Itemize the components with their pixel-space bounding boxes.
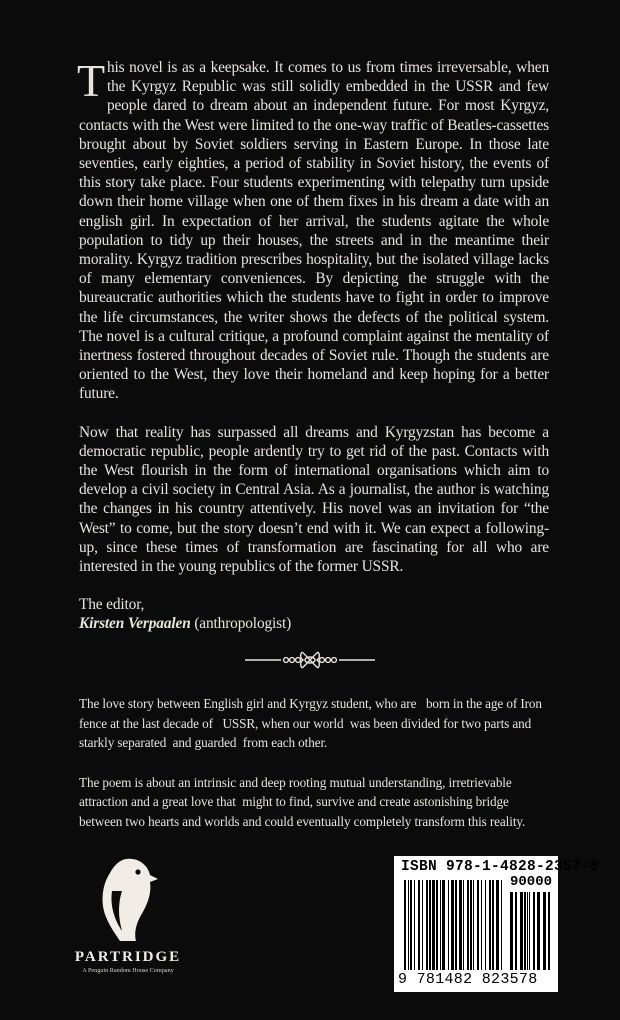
description-paragraph-1-text: his novel is as a keepsake. It comes to us from times irreversable, when the Kyrgyz Republic was still solidly embedded in the USSR and few people dared to dream about an independent future. For most Kyrgyz, contacts with the West were limited to the one-way traffic of Beatles-cassettes brought about by Soviet soldiers serving in Eastern Europe. In those late seventies, early eighties, a period of stability in Soviet history, the events of this story take place. Four students experimenting with telepathy turn upside down their home village when one of them fixes in his dream a date with an english girl. In expectation of her arrival, the students agitate the whole population to tidy up their houses, the streets and in the meantime their morality. Kyrgyz tradition prescribes hospitality, but the isolated village lacks of many elementary conveniences. By depicting the struggle with the bureaucratic authorities which the students have to fight in order to improve the life circumstances, the writer shows the defects of the political system. The novel is a cultural critique, a profound complaint against the mentality of inertness fostered throughout decades of Soviet rule. Though the students are oriented to the West, they love their homeland and keep hoping for a better future. xyxy=(79,59,549,403)
barcode-bar xyxy=(492,880,494,970)
barcode-bar xyxy=(426,880,428,970)
barcode-bar xyxy=(459,880,462,970)
isbn-text: ISBN 978-1-4828-2357-8 xyxy=(401,859,600,875)
editor-name: Kirsten Verpaalen xyxy=(79,615,191,633)
barcode-bar xyxy=(515,892,517,970)
barcode-bar xyxy=(524,892,526,970)
barcode-bar xyxy=(529,892,530,970)
barcode-bar xyxy=(404,880,406,970)
barcode-bar xyxy=(481,880,482,970)
blurb-paragraph-1: The love story between English girl and Kyrgyz student, who are born in the age of Iron fence at the last decade of USSR, when our world was been divided for two parts and starkly separated and guarded from each other. xyxy=(79,696,546,751)
barcode-bar xyxy=(520,892,523,970)
barcode-bar xyxy=(467,880,469,970)
barcode-bar xyxy=(510,892,513,970)
publisher-tagline: A Penguin Random House Company xyxy=(82,967,174,974)
barcode-bar xyxy=(489,880,491,970)
editor-credit xyxy=(79,614,549,633)
barcode-bar xyxy=(414,880,415,970)
barcode-bar xyxy=(496,880,499,970)
ornament-divider-icon xyxy=(245,648,375,672)
barcode-bar xyxy=(418,880,420,970)
barcode-bar xyxy=(429,880,431,970)
publisher-logo xyxy=(70,855,186,974)
barcode-bar xyxy=(501,880,502,970)
editor-role: (anthropologist) xyxy=(194,615,292,633)
drop-cap: T xyxy=(77,55,105,106)
barcode-bar xyxy=(543,892,546,970)
barcode-bar xyxy=(527,892,528,970)
barcode-bar xyxy=(537,892,540,970)
partridge-bird-icon xyxy=(96,855,160,945)
barcode-bar xyxy=(473,880,474,970)
barcode-bar xyxy=(451,880,454,970)
editor-signature xyxy=(79,595,549,633)
barcode-bar xyxy=(410,880,412,970)
publisher-name: PARTRIDGE xyxy=(74,949,182,965)
description-paragraph-2: Now that reality has surpassed all dreams and Kyrgyzstan has become a democratic republic, people ardently try to get rid of the past. Contacts with the West flourish in the form of international organisations which aim to develop a civil society in Central Asia. As a journalist, the author is watching the changes in his country attentively. His novel was an invitation for “the West” to come, but the story doesn’t end with it. We can expect a following-up, since these times of transformation are fascinating for all who are interested in the young republics of the former USSR. xyxy=(79,423,549,576)
isbn-barcode xyxy=(394,856,600,992)
barcode-bar xyxy=(463,880,464,970)
description-paragraph-1 xyxy=(77,55,549,404)
barcode-bar xyxy=(436,880,438,970)
barcode-bar xyxy=(432,880,435,970)
barcode-bar xyxy=(440,880,441,970)
barcode-bar xyxy=(477,880,479,970)
barcode-bar xyxy=(533,892,535,970)
barcode-bar xyxy=(422,880,423,970)
barcode-bar xyxy=(455,880,457,970)
barcode-bar xyxy=(448,880,449,970)
ean-digits: 9 781482 823578 xyxy=(398,971,538,988)
editor-label: The editor, xyxy=(79,596,145,614)
barcode-bar xyxy=(442,880,445,970)
blurb-paragraph-2: The poem is about an intrinsic and deep rooting mutual understanding, irretrievable attraction and a great love that might to find, survive and create astonishing bridge between two hearts and worlds and could eventually completely transform this reality. xyxy=(79,774,526,829)
price-code: 90000 xyxy=(510,874,553,890)
barcode-bar xyxy=(470,880,472,970)
blurb xyxy=(79,694,554,832)
barcode-bar xyxy=(548,892,550,970)
barcode-bar xyxy=(408,880,409,970)
barcode-bar xyxy=(485,880,486,970)
back-cover-description xyxy=(77,55,549,634)
